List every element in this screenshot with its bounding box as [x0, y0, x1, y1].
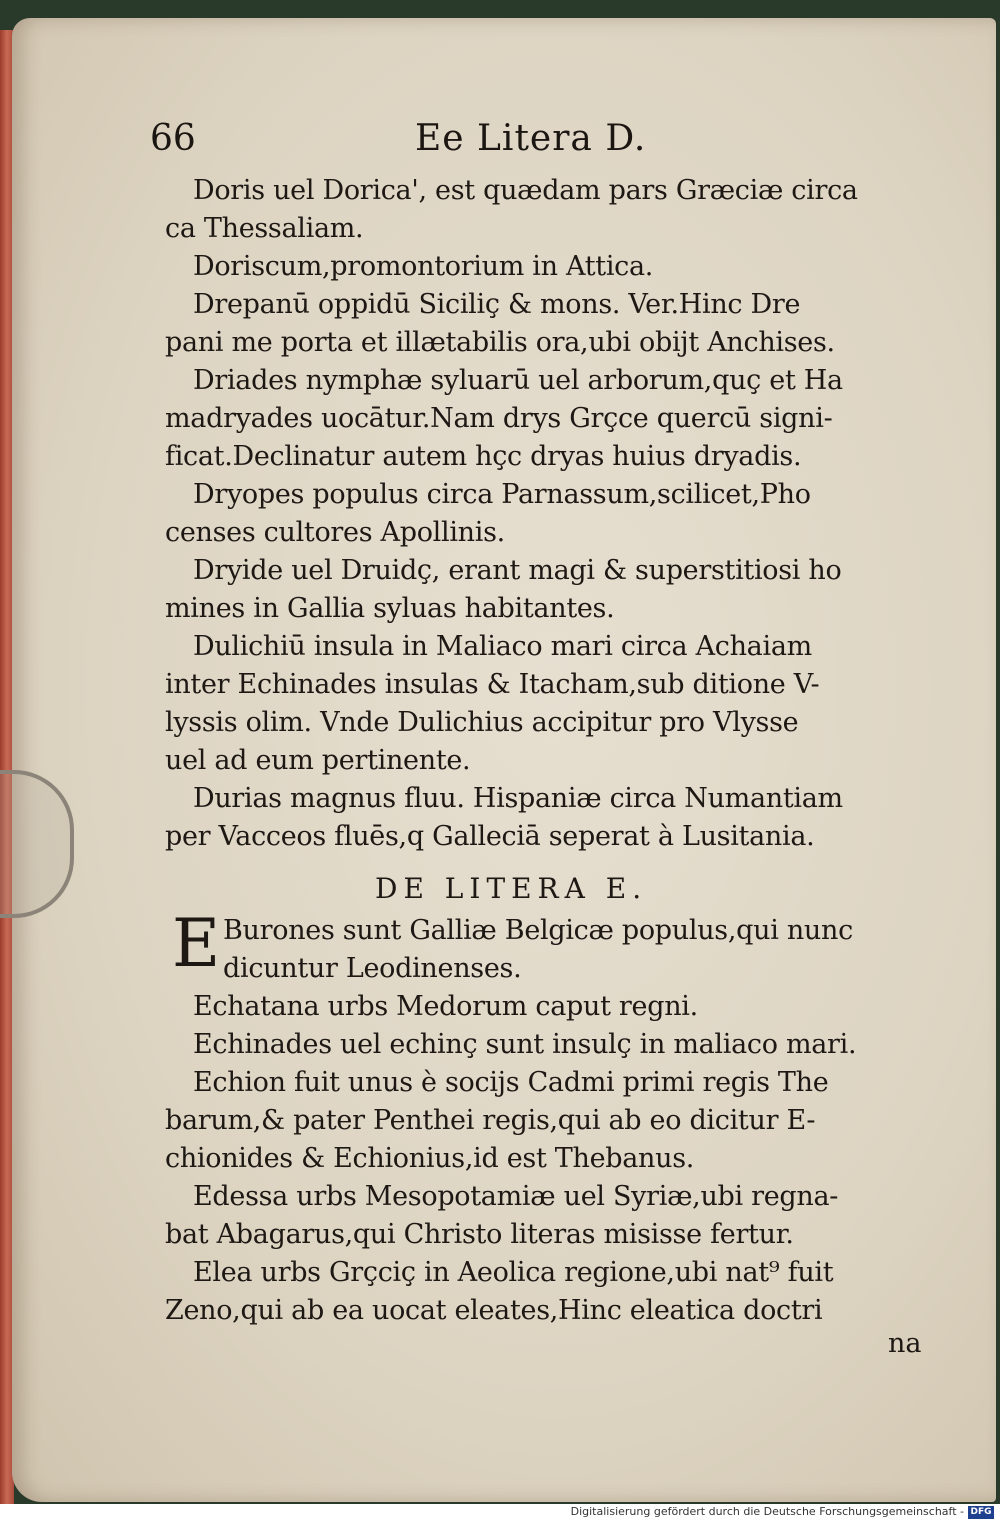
- entry-line: chionides & Echionius,id est Thebanus.: [165, 1143, 695, 1174]
- digitization-credit: Digitalisierung gefördert durch die Deutsche Forschungsgemeinschaft -: [570, 1505, 964, 1518]
- entry-line: mines in Gallia syluas habitantes.: [165, 593, 615, 624]
- entry-line: Edessa urbs Mesopotamiæ uel Syriæ,ubi regna-: [193, 1181, 839, 1212]
- entry-line: per Vacceos fluēs,q Galleciā seperat à Lusitania.: [165, 821, 815, 852]
- dictionary-entry: [165, 1064, 935, 1178]
- dfg-logo: DFG: [968, 1506, 994, 1519]
- drop-capital: E: [172, 905, 221, 982]
- entry-line: inter Echinades insulas & Itacham,sub ditione V-: [165, 669, 820, 700]
- dictionary-entry: [165, 172, 935, 248]
- entry-line: ficat.Declinatur autem hçc dryas huius dryadis.: [165, 441, 802, 472]
- running-title: Ee Litera D.: [415, 118, 647, 159]
- entry-line: Durias magnus fluu. Hispaniæ circa Numantiam: [193, 783, 843, 814]
- entry-line: Dryopes populus circa Parnassum,scilicet,Pho: [193, 479, 811, 510]
- dictionary-entry: [165, 552, 935, 628]
- entry-line: Dulichiū insula in Maliaco mari circa Achaiam: [193, 631, 812, 662]
- entries-letter-d: [165, 172, 935, 856]
- entry-line: lyssis olim. Vnde Dulichius accipitur pro Vlysse: [165, 707, 799, 738]
- entry-line: Echinades uel echinç sunt insulç in maliaco mari.: [193, 1029, 857, 1060]
- section-heading: DE LITERA E.: [375, 872, 648, 905]
- dictionary-entry: [165, 362, 935, 476]
- entry-line: Doriscum,promontorium in Attica.: [193, 251, 654, 282]
- dictionary-entry: [165, 286, 935, 362]
- entry-line: Burones sunt Galliæ Belgicæ populus,qui nunc: [223, 915, 853, 946]
- entry-line: Driades nymphæ syluarū uel arborum,quç et Ha: [193, 365, 843, 396]
- dictionary-entry: [165, 1254, 935, 1330]
- entry-line: ca Thessaliam.: [165, 213, 364, 244]
- dictionary-entry: [165, 476, 935, 552]
- dictionary-entry: [165, 248, 935, 286]
- entry-line: Echion fuit unus è socijs Cadmi primi regis The: [193, 1067, 829, 1098]
- entry-line: Doris uel Dorica', est quædam pars Græciæ circa: [193, 175, 858, 206]
- entry-line: Zeno,qui ab ea uocat eleates,Hinc eleatica doctri: [165, 1295, 823, 1326]
- dictionary-entry: [165, 988, 935, 1026]
- entry-line: pani me porta et illætabilis ora,ubi obijt Anchises.: [165, 327, 835, 358]
- entry-line: uel ad eum pertinente.: [165, 745, 471, 776]
- dictionary-entry: [165, 628, 935, 780]
- entry-line: censes cultores Apollinis.: [165, 517, 505, 548]
- entry-line: bat Abagarus,qui Christo literas misisse fertur.: [165, 1219, 794, 1250]
- entry-line: barum,& pater Penthei regis,qui ab eo dicitur E-: [165, 1105, 816, 1136]
- entry-line: Drepanū oppidū Siciliç & mons. Ver.Hinc Dre: [193, 289, 801, 320]
- dictionary-entry: [165, 1026, 935, 1064]
- entries-letter-e: [165, 905, 935, 1330]
- dictionary-entry: [165, 1178, 935, 1254]
- dictionary-entry: [165, 905, 935, 988]
- catchword: na: [888, 1328, 922, 1359]
- dictionary-entry: [165, 780, 935, 856]
- page-header: [150, 118, 710, 168]
- entry-line: Echatana urbs Medorum caput regni.: [193, 991, 698, 1022]
- page-number: 66: [150, 118, 196, 159]
- entry-line: Elea urbs Grçciç in Aeolica regione,ubi nat⁹ fuit: [193, 1257, 834, 1288]
- entry-line: Dryide uel Druidç, erant magi & superstitiosi ho: [193, 555, 842, 586]
- entry-line: dicuntur Leodinenses.: [223, 953, 522, 984]
- entry-line: madryades uocātur.Nam drys Grçce quercū signi-: [165, 403, 833, 434]
